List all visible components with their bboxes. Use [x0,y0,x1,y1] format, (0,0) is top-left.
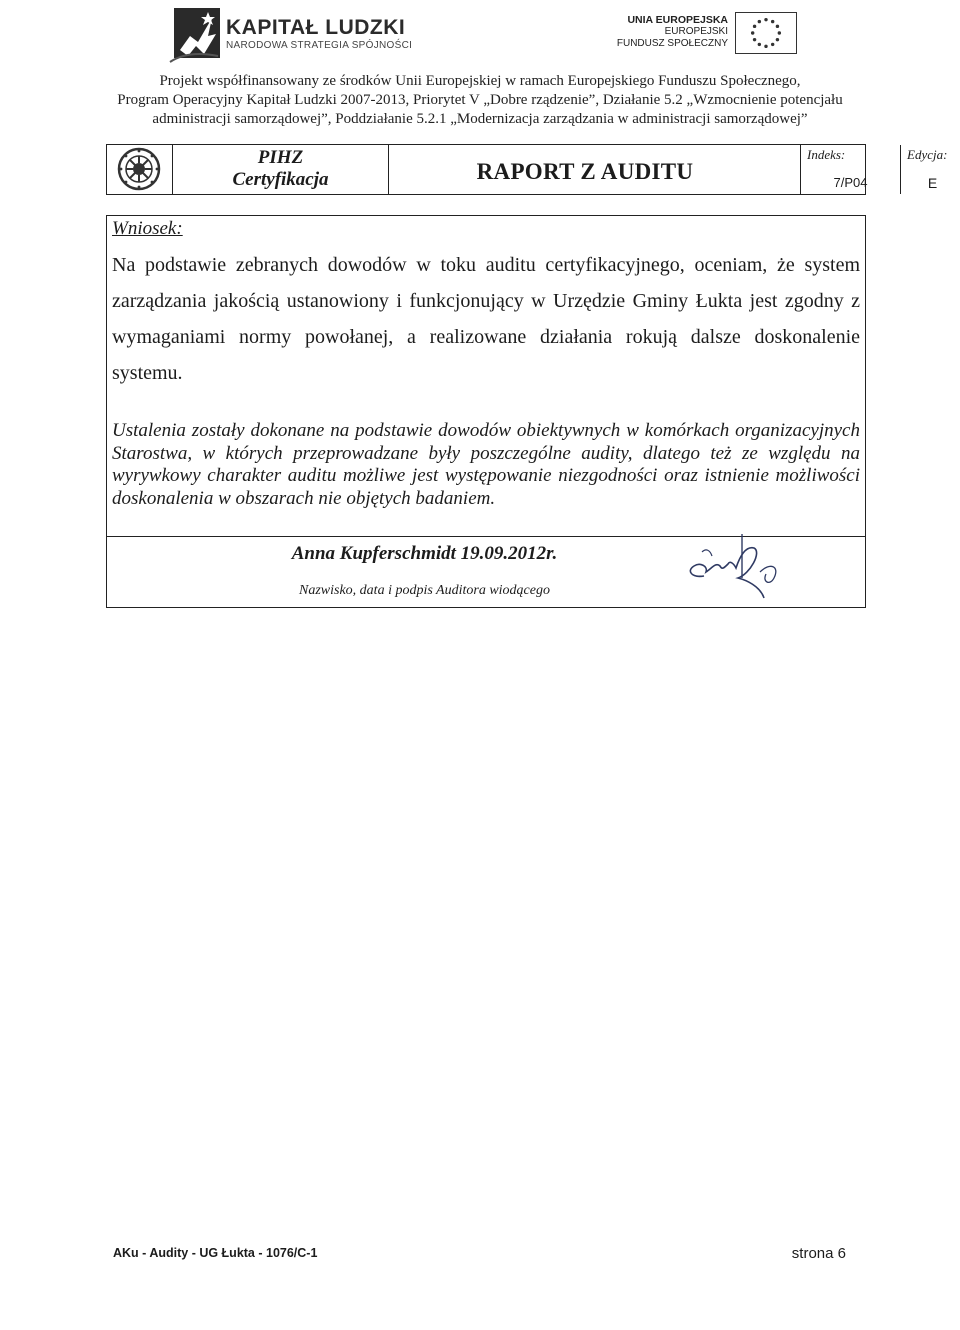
report-title: RAPORT Z AUDITU [476,159,694,184]
project-note-line-1: Projekt współfinansowany ze środków Unii Europejskiej w ramach Europejskiego Funduszu Społecznego, [159,73,801,89]
eu-fund-label [617,14,728,50]
eu-line-2: EUROPEJSKI [664,26,728,37]
kapital-ludzki-subtitle: NARODOWA STRATEGIA SPÓJNOŚCI [226,40,413,51]
conclusion-label: Wniosek: [112,218,183,239]
report-header-table [106,144,948,195]
organization-unit: Certyfikacja [232,169,329,190]
signature-caption: Nazwisko, data i podpis Auditora wiodącego [299,583,550,598]
footer-page-label: strona 6 [791,1245,846,1262]
index-value: 7/P04 [833,175,868,190]
eu-line-1: UNIA EUROPEJSKA [627,14,728,26]
index-label: Indeks: [807,147,846,162]
edition-label: Edycja: [907,147,948,162]
conclusion-box [106,215,866,608]
organization-name: PIHZ [257,147,304,168]
certification-seal-icon [107,145,171,193]
findings-text: Ustalenia zostały dokonane na podstawie dowodów obiektywnych w komórkach organizacyjnych Starostwa, w których przeprowadzane były poszczególne audity, dlatego też ze względu na wyrywkowy charakter auditu możliwe jest występowanie niezgodności oraz istnienie możliwości doskonalenia w obszarach nie objętych badaniem. [112,420,860,509]
footer-document-ref: AKu - Audity - UG Łukta - 1076/C-1 [113,1246,318,1260]
handwritten-signature-icon [642,516,802,606]
edition-value: E [927,175,938,191]
edition-cell [901,145,960,194]
project-note-line-2: Program Operacyjny Kapitał Ludzki 2007-2013, Priorytet V „Dobre rządzenie”, Działanie 5.2 „Wzmocnienie potencjału [117,92,843,108]
project-note-line-3: administracji samorządowej”, Poddziałanie 5.2.1 „Modernizacja zarządzania w administracji samorządowej” [152,111,808,127]
organization-cell [173,145,389,194]
index-cell [801,145,901,194]
seal-cell [107,145,173,194]
auditor-name-date: Anna Kupferschmidt 19.09.2012r. [291,543,558,564]
kapital-ludzki-title: KAPITAŁ LUDZKI [226,16,406,39]
report-title-cell [389,145,801,194]
conclusion-text: Na podstawie zebranych dowodów w toku auditu certyfikacyjnego, oceniam, że system zarządzania jakością ustanowiony i funkcjonujący w Urzędzie Gminy Łukta jest zgodny z wymaganiami normy powołanej, a realizowane działania rokują dalsze doskonalenie systemu. [112,254,860,384]
eu-flag-icon [735,12,797,54]
eu-line-3: FUNDUSZ SPOŁECZNY [616,38,728,49]
project-cofinancing-note [110,72,850,129]
